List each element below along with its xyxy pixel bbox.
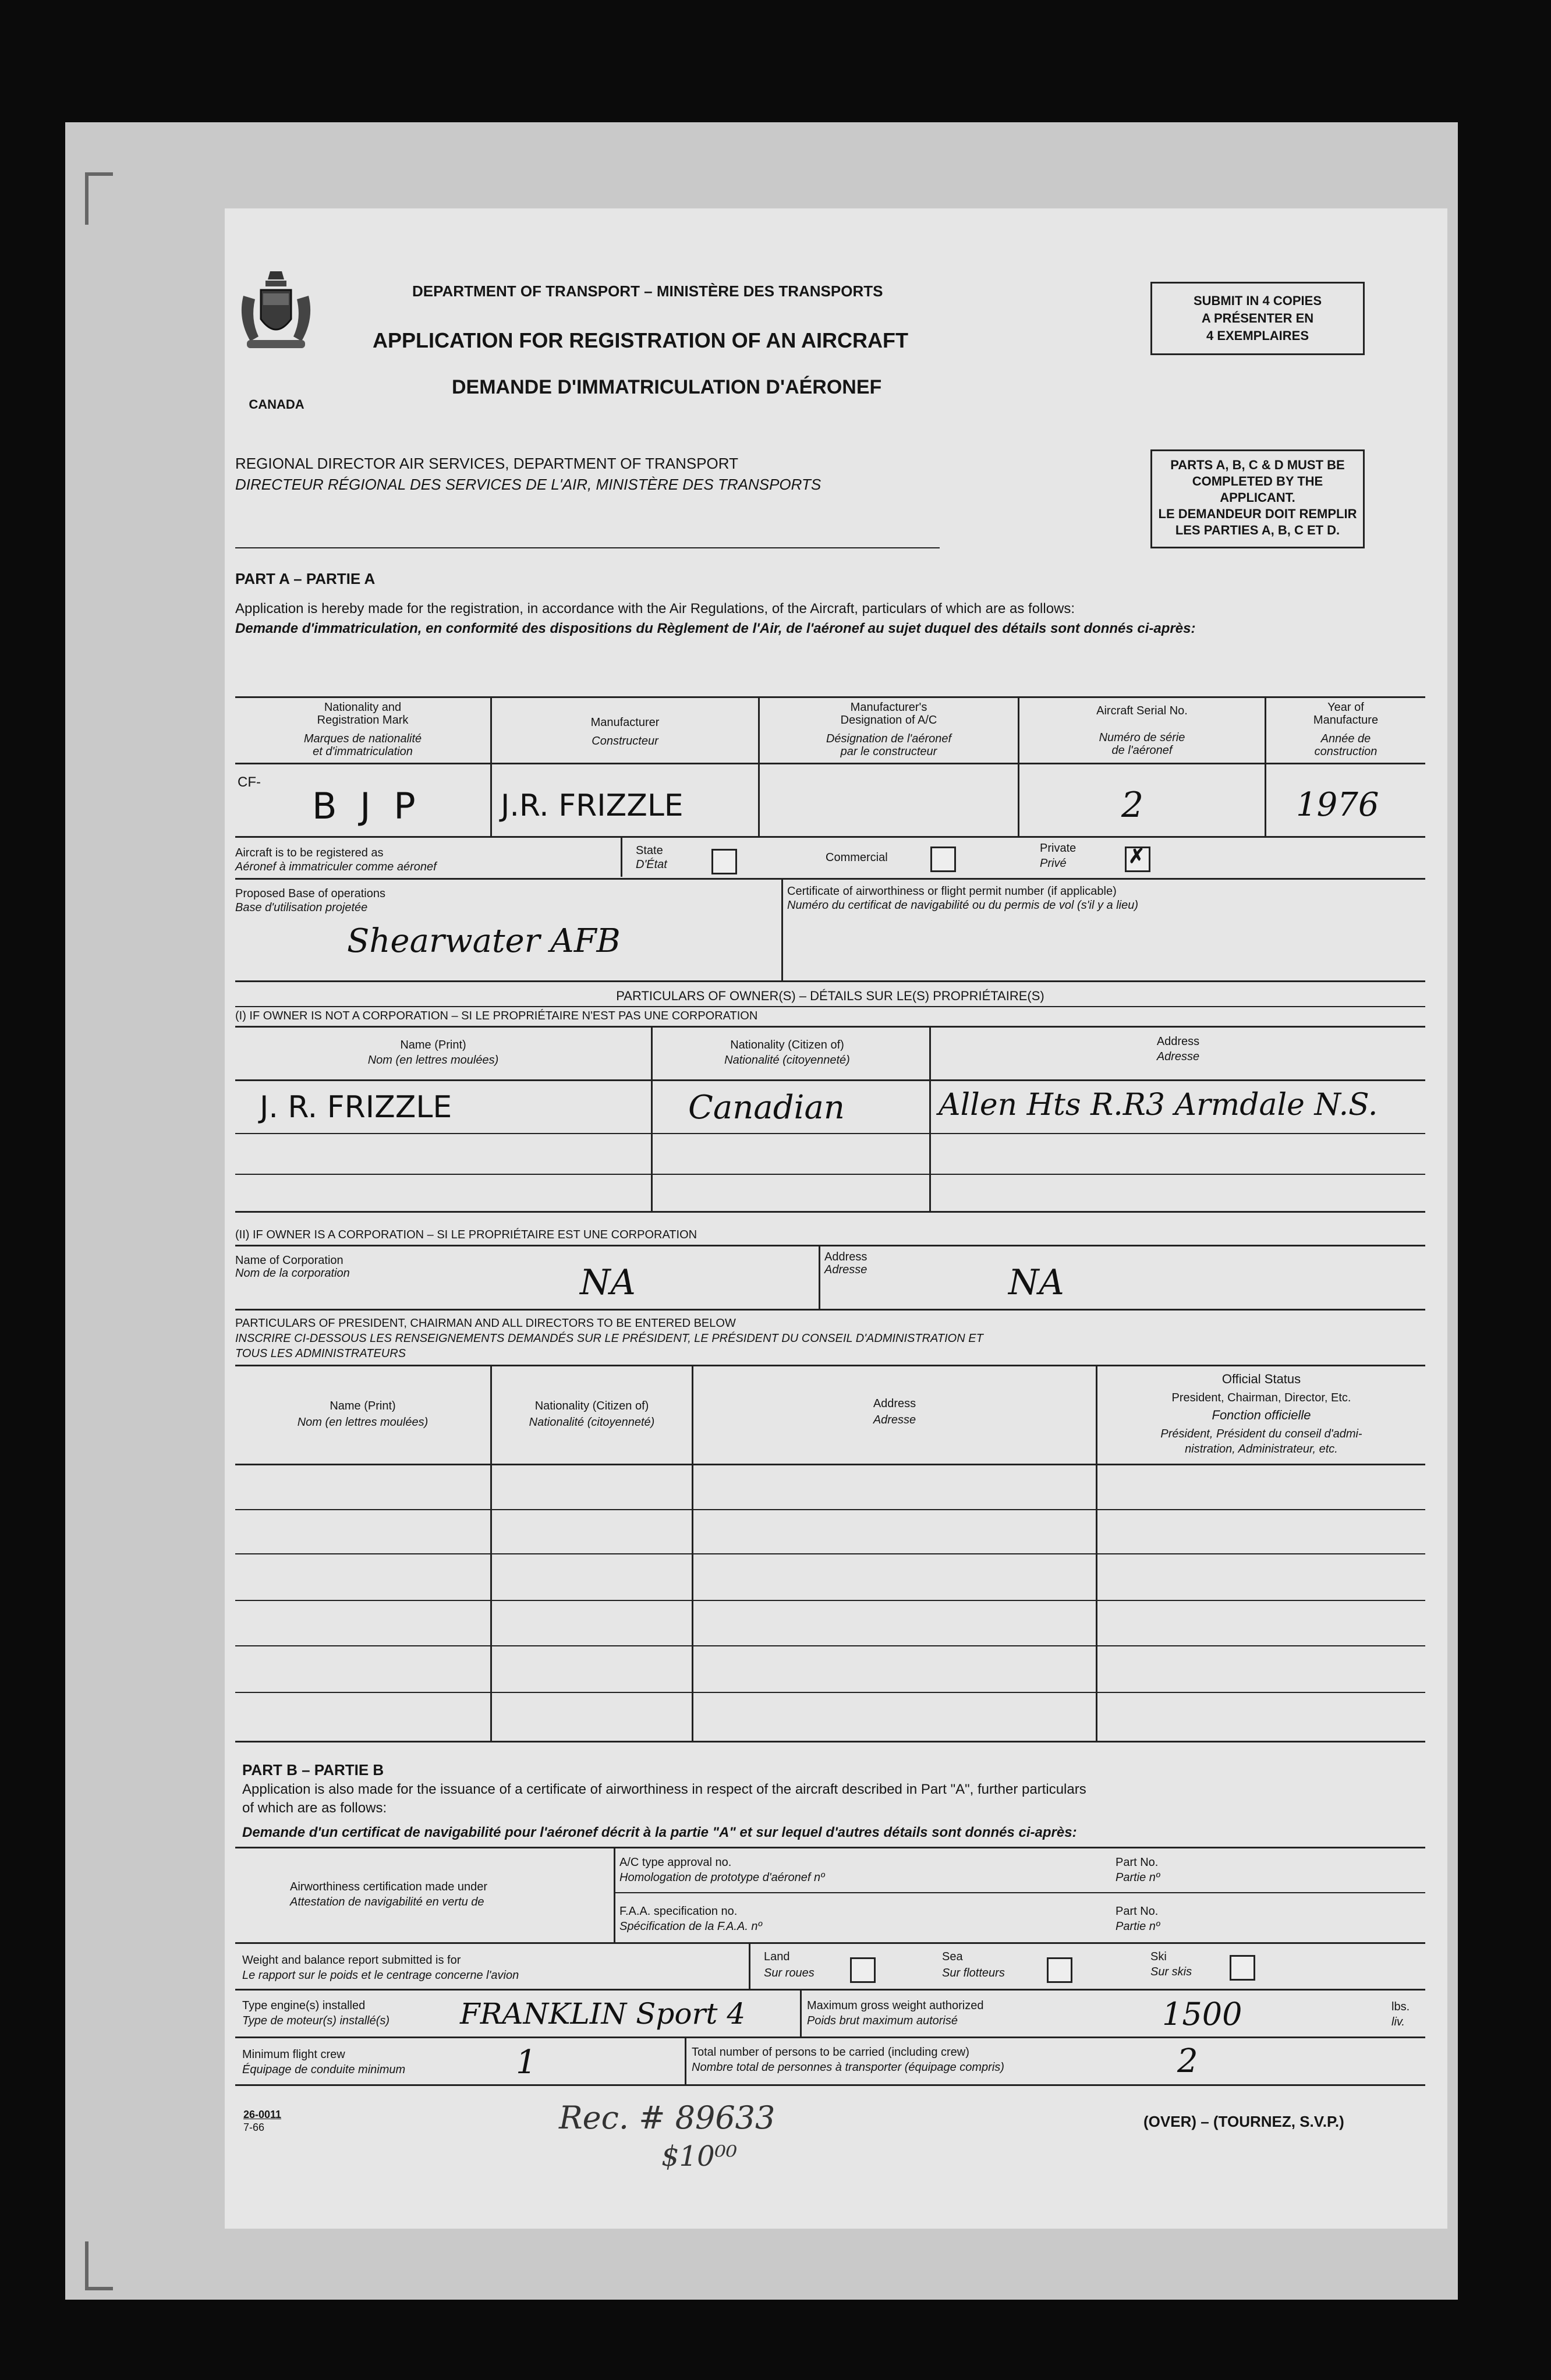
sea-label-2: Sur flotteurs [942,1967,1005,1979]
frame-corner-bottom-left-v [85,2241,88,2290]
not-corp-rule [235,1026,1425,1028]
corp-addr-label-2: Adresse [824,1263,867,1276]
max-weight-value[interactable]: 1500 [1162,1996,1242,2032]
dir-addr-header-1: Address [873,1397,916,1410]
state-label-1: State [636,844,663,857]
lbs-label-2: liv. [1391,2016,1405,2028]
parts-note-line-4: LE DEMANDEUR DOIT REMPLIR [1158,507,1357,521]
commercial-label: Commercial [826,851,888,864]
parts-note-line-3: APPLICANT. [1220,490,1295,505]
frame-corner-bottom-left [85,2287,113,2290]
airworthiness-rule [235,1942,1425,1944]
col-serial-line-3: de l'aéronef [1111,744,1173,757]
corporation-name-value[interactable]: NA [580,1262,636,1303]
part-b-intro-en-2: of which are as follows: [242,1800,387,1816]
ski-label-1: Ski [1150,1950,1167,1963]
part-a-intro-fr: Demande d'immatriculation, en conformité des dispositions du Règlement de l'Air, de l'aéronef au sujet duquel des détails sont donnés ci-après: [235,621,1196,636]
cf-prefix: CF- [238,774,261,790]
sea-label-1: Sea [942,1950,963,1963]
state-label-2: D'État [636,858,667,871]
min-crew-value[interactable]: 1 [516,2043,537,2081]
weight-balance-label-2: Le rapport sur le poids et le centrage concerne l'avion [242,1969,519,1982]
weight-balance-rule [235,1989,1425,1991]
owner-nat-header-2: Nationalité (citoyenneté) [724,1054,850,1067]
not-corporation-heading: (I) IF OWNER IS NOT A CORPORATION – SI LE PROPRIÉTAIRE N'EST PAS UNE CORPORATION [235,1010,758,1022]
frame-corner-top-left-v [85,172,88,225]
private-label-1: Private [1040,842,1077,855]
col-designation-line-4: par le constructeur [840,745,937,758]
dir-row-rule-3 [235,1600,1425,1601]
table-row-rule [235,836,1425,838]
part-b-heading: PART B – PARTIE B [242,1761,384,1779]
parts-note-line-1: PARTS A, B, C & D MUST BE [1170,458,1345,472]
persons-label-2: Nombre total de personnes à transporter (équipage compris) [692,2061,1004,2074]
registration-form [225,208,1447,2229]
table-top-rule [235,696,1425,698]
airworthiness-label-2: Attestation de navigabilité en vertu de [290,1896,484,1908]
col-year-line-1: Year of [1327,701,1364,714]
col-nationality-line-2: Registration Mark [317,714,409,727]
dir-nat-header-2: Nationalité (citoyenneté) [529,1416,655,1429]
col-nationality-line-4: et d'immatriculation [313,745,413,758]
cert-label-2: Numéro du certificat de navigabilité ou du permis de vol (s'il y a lieu) [787,899,1138,912]
coat-caption: CANADA [249,397,304,412]
dir-status-header-4: Président, Président du conseil d'admi- [1160,1428,1362,1440]
owner-row-rule-1 [235,1133,1425,1134]
land-label-1: Land [764,1950,790,1963]
corp-name-label-1: Name of Corporation [235,1254,344,1267]
parts-note-line-5: LES PARTIES A, B, C ET D. [1175,523,1340,537]
owner-addr-header-1: Address [1156,1035,1200,1048]
submit-copies-line-1: SUBMIT IN 4 COPIES [1193,293,1322,308]
corp-rule [235,1309,1425,1311]
part-b-intro-fr: Demande d'un certificat de navigabilité pour l'aéronef décrit à la partie "A" et sur lequel d'autres détails sont donnés ci-après: [242,1825,1077,1840]
weight-balance-label-1: Weight and balance report submitted is for [242,1954,461,1967]
form-number-2: 7-66 [243,2122,265,2133]
base-of-operations-value[interactable]: Shearwater AFB [347,922,621,960]
commercial-checkbox[interactable] [930,847,956,872]
weight-balance-divider [749,1942,750,1990]
dir-nat-header-1: Nationality (Citizen of) [534,1400,649,1412]
frame-corner-top-left [85,172,113,176]
fee-amount: $10⁰⁰ [661,2140,738,2173]
min-crew-label-2: Équipage de conduite minimum [242,2063,406,2076]
col-serial-line-1: Aircraft Serial No. [1096,704,1188,717]
part-a-intro-en: Application is hereby made for the registration, in accordance with the Air Regulations, of the Aircraft, particulars of which are as follows: [235,601,1075,617]
owner-name-value[interactable]: J. R. FRIZZLE [260,1090,452,1125]
receipt-number: Rec. # 89633 [559,2099,776,2136]
dir-status-header-1: Official Status [1221,1372,1301,1386]
land-checkbox[interactable] [850,1957,876,1983]
dir-status-header-2: President, Chairman, Director, Etc. [1171,1391,1351,1404]
director-underline [235,547,940,548]
col-nationality-line-1: Nationality and [324,701,402,714]
col-year-line-2: Manufacture [1313,714,1379,727]
corp-name-label-2: Nom de la corporation [235,1267,350,1280]
col-serial-line-2: Numéro de série [1099,731,1185,744]
ac-type-label-2: Homologation de prototype d'aéronef nº [619,1871,825,1884]
owner-address-value[interactable]: Allen Hts R.R3 Armdale N.S. [939,1088,1378,1122]
private-checkbox-mark: ✗ [1128,845,1145,867]
faa-spec-label-2: Spécification de la F.A.A. nº [619,1920,762,1933]
registered-as-line-2: Aéronef à immatriculer comme aéronef [235,860,437,873]
base-rule [235,980,1425,982]
max-weight-label-2: Poids brut maximum autorisé [807,2014,958,2027]
base-label-2: Base d'utilisation projetée [235,901,368,914]
owners-heading: PARTICULARS OF OWNER(S) – DÉTAILS SUR LE(S) PROPRIÉTAIRE(S) [616,989,1044,1003]
col-manufacturer-line-2: Constructeur [592,735,658,748]
part-no-label-1: Part No. [1116,1856,1159,1869]
submit-copies-line-2: A PRÉSENTER EN [1201,311,1314,325]
dir-row-rule-1 [235,1509,1425,1510]
is-corporation-heading: (II) IF OWNER IS A CORPORATION – SI LE PROPRIÉTAIRE EST UNE CORPORATION [235,1228,697,1241]
col-designation-line-3: Désignation de l'aéronef [826,732,952,745]
col-year-line-3: Année de [1320,732,1371,745]
directors-heading-1: PARTICULARS OF PRESIDENT, CHAIRMAN AND ALL DIRECTORS TO BE ENTERED BELOW [235,1317,736,1330]
part-b-top-rule [235,1847,1425,1848]
dir-header-rule [235,1464,1425,1465]
private-label-2: Privé [1040,857,1067,870]
owner-nat-header-1: Nationality (Citizen of) [730,1039,844,1051]
part-a-heading: PART A – PARTIE A [235,570,376,587]
is-corp-rule [235,1245,1425,1246]
base-label-1: Proposed Base of operations [235,887,385,900]
col-year-line-4: construction [1314,745,1378,758]
lbs-label-1: lbs. [1391,2000,1410,2013]
ac-type-rule [614,1892,1425,1893]
owner-addr-header-2: Adresse [1156,1050,1200,1063]
min-crew-label-1: Minimum flight crew [242,2048,345,2061]
col-manufacturer-line-1: Manufacturer [590,716,660,729]
dir-row-rule-2 [235,1553,1425,1554]
col-nationality-line-3: Marques de nationalité [303,732,422,745]
col-designation-line-2: Designation of A/C [840,714,937,727]
base-cert-divider [781,878,783,982]
table-header-rule [235,763,1425,764]
coat-of-arms-icon [235,267,317,366]
manufacturer-value[interactable]: J.R. FRIZZLE [501,788,684,823]
dir-status-header-3: Fonction officielle [1212,1408,1311,1422]
form-title-en: APPLICATION FOR REGISTRATION OF AN AIRCRAFT [373,328,908,352]
state-checkbox[interactable] [711,849,737,874]
part-b-bottom-rule [235,2084,1425,2086]
engine-value[interactable]: FRANKLIN Sport 4 [460,1997,746,2031]
submit-copies-line-3: 4 EXEMPLAIRES [1206,328,1309,343]
dir-name-header-2: Nom (en lettres moulées) [297,1416,429,1429]
sea-checkbox[interactable] [1047,1957,1072,1983]
corp-divider [819,1245,820,1310]
registration-mark-value[interactable]: B J P [312,785,422,827]
department-title: DEPARTMENT OF TRANSPORT – MINISTÈRE DES TRANSPORTS [412,282,883,300]
owner-header-rule [235,1079,1425,1081]
owner-nationality-value[interactable]: Canadian [688,1089,845,1127]
cert-label-1: Certificate of airworthiness or flight permit number (if applicable) [787,885,1117,898]
col-designation-line-1: Manufacturer's [850,701,927,714]
airworthiness-divider [614,1847,615,1942]
airworthiness-label-1: Airworthiness certification made under [290,1880,488,1893]
over-note: (OVER) – (TOURNEZ, S.V.P.) [1143,2113,1344,2130]
dir-name-header-1: Name (Print) [330,1400,396,1412]
part-no-2-label-1: Part No. [1116,1905,1159,1918]
dir-table-bottom-rule [235,1741,1425,1742]
form-title-fr: DEMANDE D'IMMATRICULATION D'AÉRONEF [452,376,882,398]
owner-row-rule-2 [235,1174,1425,1175]
regional-director-en: REGIONAL DIRECTOR AIR SERVICES, DEPARTMENT OF TRANSPORT [235,455,738,472]
ski-checkbox[interactable] [1230,1955,1255,1981]
owners-heading-rule [235,1006,1425,1007]
dir-addr-header-2: Adresse [873,1414,916,1426]
ac-type-label-1: A/C type approval no. [619,1856,732,1869]
dir-status-header-5: nistration, Administrateur, etc. [1185,1443,1338,1455]
form-number-1: 26-0011 [243,2109,282,2120]
dir-row-rule-4 [235,1645,1425,1646]
land-label-2: Sur roues [764,1967,815,1979]
serial-value[interactable]: 2 [1121,785,1144,826]
corp-addr-label-1: Address [824,1251,867,1263]
max-weight-label-1: Maximum gross weight authorized [807,1999,984,2012]
engine-divider [800,1989,802,2037]
directors-top-rule [235,1365,1425,1366]
owner-name-header-1: Name (Print) [400,1039,466,1051]
part-no-label-2: Partie nº [1116,1871,1160,1884]
ski-label-2: Sur skis [1150,1965,1192,1978]
registered-as-rule [235,878,1425,880]
engine-rule [235,2037,1425,2038]
engine-label-1: Type engine(s) installed [242,1999,366,2012]
min-crew-divider [685,2037,686,2085]
dir-row-rule-5 [235,1692,1425,1693]
owner-name-header-2: Nom (en lettres moulées) [367,1054,499,1067]
corporation-address-value[interactable]: NA [1008,1262,1064,1303]
part-b-intro-en-1: Application is also made for the issuance of a certificate of airworthiness in respect of the aircraft described in Part "A", further particulars [242,1782,1086,1797]
engine-label-2: Type de moteur(s) installé(s) [242,2014,390,2027]
persons-label-1: Total number of persons to be carried (including crew) [692,2046,969,2059]
regional-director-fr: DIRECTEUR RÉGIONAL DES SERVICES DE L'AIR, MINISTÈRE DES TRANSPORTS [235,476,821,493]
registered-as-line-1: Aircraft is to be registered as [235,847,384,859]
part-no-2-label-2: Partie nº [1116,1920,1160,1933]
parts-note-line-2: COMPLETED BY THE [1192,474,1323,488]
directors-heading-3: TOUS LES ADMINISTRATEURS [235,1347,406,1360]
persons-value[interactable]: 2 [1177,2042,1198,2080]
directors-heading-2: INSCRIRE CI-DESSOUS LES RENSEIGNEMENTS DEMANDÉS SUR LE PRÉSIDENT, LE PRÉSIDENT DU CONSEIL D'ADMINISTRATION ET [235,1332,983,1345]
owner-table-bottom-rule [235,1211,1425,1213]
faa-spec-label-1: F.A.A. specification no. [619,1905,738,1918]
year-value[interactable]: 1976 [1296,786,1379,824]
registered-as-divider [621,836,622,877]
